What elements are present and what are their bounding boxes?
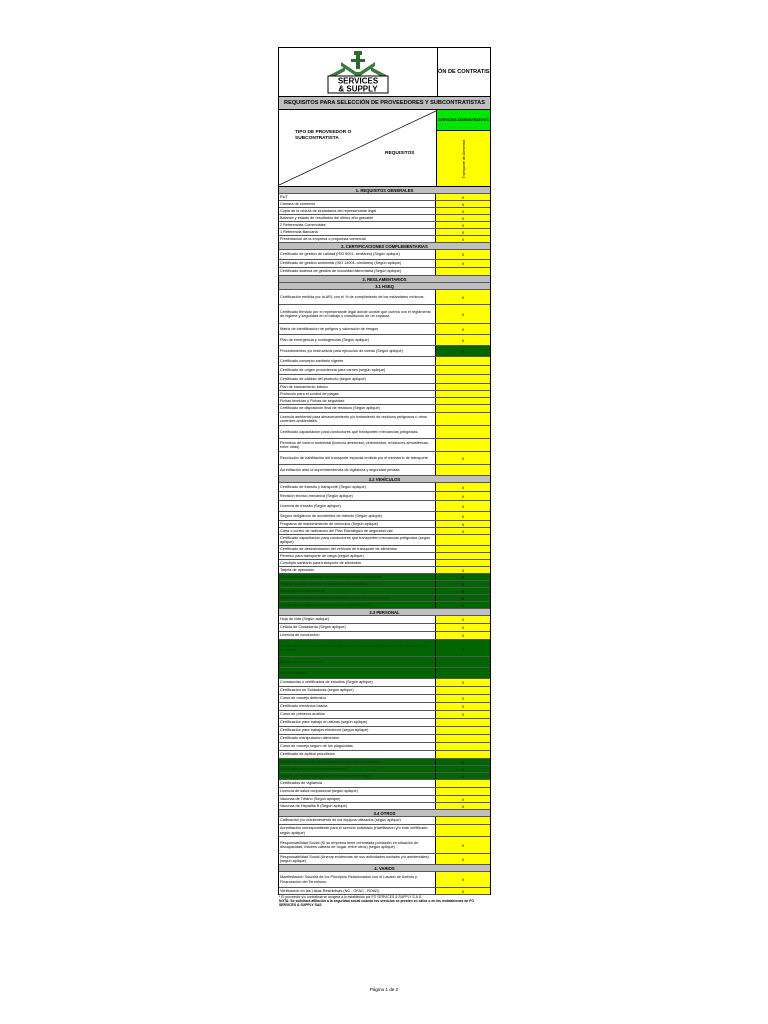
requirement-mark: X [436, 581, 490, 587]
requirement-label: Licencia de tránsito (Según aplique) [279, 501, 436, 511]
requirement-label: Permisos de control ambiental (licencia ambiental, vertimientos, emisiones atmosféricas, entre otras) [279, 439, 436, 451]
requirement-label: Responsabilidad Social (Si su empresa tiene contratada población en situación de discapacidad, madres cabeza de hogar, entre otros) (según aplique) [279, 837, 436, 853]
requirement-mark [436, 727, 490, 734]
requirement-label: Licencia de salud ocupacional (según aplique) [279, 788, 436, 795]
section-header-row [279, 609, 490, 616]
footer-note: * El proveedor y/o contratista se acogerá a lo establecido por FO SERVICES & SUPPLY S.A.S. [279, 895, 423, 899]
requirement-label: Balance y estado de resultados del último año gravable [279, 215, 436, 221]
requirement-label: Vacunas de Hepatitis B (Según aplique) [279, 803, 436, 809]
requirement-mark: X [436, 695, 490, 702]
requirement-mark: X [436, 632, 490, 639]
provider-type-label: TIPO DE PROVEEDOR O SUBCONTRATISTA [295, 130, 352, 141]
requirement-label: Soporte de pago de seguridad social (afiliación) riesgos [279, 773, 436, 779]
requirement-label: Acreditación ante la superintendencia de vigilancia y seguridad privada [279, 465, 436, 475]
requirement-row [279, 759, 490, 766]
requirement-mark [436, 375, 490, 383]
section-title: 3.4 OTROS [373, 810, 396, 816]
requirement-label: Certificación para trabajo en alturas (según aplique) [279, 719, 436, 726]
requirement-row [279, 452, 490, 465]
section-title: 2. CERTIFICACIONES COMPLEMENTARIAS [341, 243, 428, 249]
section-title: 3.3 PERSONAL [369, 609, 400, 615]
requirement-label: Certificado de gestión de calidad (ISO 9001- similares) (Según aplique) [279, 250, 436, 259]
requirement-row [279, 872, 490, 888]
sheet-title: REQUISITOS PARA SELECCIÓN DE PROVEEDORES Y SUBCONTRATISTAS [278, 97, 491, 110]
requirement-label: Certificado de disposición final de residuos (Según aplique) [279, 405, 436, 412]
requirement-label: Certificado de afiliación del vehículo a empresa de GPS [279, 602, 436, 608]
requirements-label: REQUISITOS [385, 151, 415, 156]
requirement-row [279, 574, 490, 581]
requirement-mark: X [436, 483, 490, 491]
requirement-row [279, 687, 490, 695]
requirement-label: Licencia de conducción [279, 632, 436, 639]
requirement-row [279, 405, 490, 413]
requirement-label: Resolución de habilitación del transporte especial emitida por el ministerio de transporte [279, 452, 436, 464]
requirement-label: Carta o correo de radicación del Plan Estratégico de seguridad vial [279, 528, 436, 534]
requirement-row [279, 703, 490, 711]
requirement-row [279, 567, 490, 574]
requirement-row [279, 695, 490, 703]
requirement-label: Presentación de la empresa o propuesta comercial [279, 236, 436, 242]
requirement-label: Certificado de gestión ambiental (ISO 14001- similares) (Según aplique) [279, 260, 436, 267]
requirement-label: Plan de emergencia y contingencias (Según aplique) [279, 335, 436, 345]
requirement-mark [436, 357, 490, 365]
requirement-label: Licencia ambiental para almacenamiento y/o tratamiento de residuos peligrosos u otros controles ambientales. [279, 413, 436, 425]
page-number: Página 1 de 2 [369, 987, 399, 992]
requirement-mark [436, 553, 490, 559]
requirement-label: Fichas técnicas y Fichas de seguridad [279, 398, 436, 404]
requirement-mark: X [436, 872, 490, 887]
requirement-mark [436, 439, 490, 451]
section-header-row [279, 243, 490, 250]
requirement-label: Programa de mantenimiento de vehículos (Según aplique) [279, 521, 436, 527]
requirement-row [279, 588, 490, 595]
requirement-row [279, 375, 490, 384]
section-title: 3.1 HSEQ [375, 283, 394, 289]
requirement-row [279, 324, 490, 335]
requirement-mark: X [436, 796, 490, 802]
requirement-row [279, 439, 490, 452]
requirement-row [279, 616, 490, 624]
diagonal-divider [279, 110, 436, 186]
requirement-label: Curso de manejo defensivo [279, 695, 436, 702]
requirement-mark: X [436, 711, 490, 718]
requirement-mark [436, 384, 490, 390]
requirement-label: Certificados de vigilancia [279, 780, 436, 787]
requirement-label: Certificación para trabajos eléctricos (según aplique) [279, 727, 436, 734]
requirement-mark: X [436, 346, 490, 356]
requirements-sheet [278, 47, 491, 907]
sheet-header [278, 47, 491, 97]
requirement-row [279, 236, 490, 243]
requirement-label: Verificación en las Listas Restrictivas (NC - OFAC - ROAD) [279, 888, 436, 894]
section-title: 1. REQUISITOS GENERALES [355, 187, 414, 193]
requirement-row [279, 208, 490, 215]
requirement-label: Cámara de comercio [279, 201, 436, 207]
requirement-label: Manejo de competencias [279, 657, 436, 667]
requirement-mark: X [436, 201, 490, 207]
requirement-mark: X [436, 567, 490, 573]
requirement-row [279, 492, 490, 501]
requirement-mark [436, 687, 490, 694]
requirement-mark: X [436, 229, 490, 235]
requirement-mark [436, 825, 490, 836]
requirement-mark: X [436, 528, 490, 534]
requirement-row [279, 595, 490, 602]
requirement-label: Certificación revisión bimestral preventiva vehículos a dos frentes [279, 595, 436, 601]
requirement-row [279, 727, 490, 735]
requirement-mark: X [436, 512, 490, 520]
requirement-mark: X [436, 335, 490, 345]
requirement-label: Certificado de cursos en trabajo seguro [279, 766, 436, 772]
section-header-row [279, 476, 490, 483]
requirement-mark: X [436, 215, 490, 221]
requirement-mark: X [436, 602, 490, 608]
requirement-label: Certificado manipulación alimentos [279, 735, 436, 742]
requirement-mark: X [436, 222, 490, 228]
requirement-row [279, 222, 490, 229]
requirement-row [279, 854, 490, 865]
footer-note-bold: NOTA: Se solicitará afiliación a la seguridad social cuando los servicios se presten en sitios o en las instalaciones de FO SERVICES & SUPPLY SAS [279, 899, 474, 907]
requirement-label: Cédula de Ciudadanía (Según aplique) [279, 624, 436, 631]
requirement-mark: X [436, 703, 490, 710]
requirement-label: Matriz de identificación de peligros y valoración de riesgos [279, 324, 436, 334]
requirement-row [279, 250, 490, 260]
requirement-row [279, 546, 490, 553]
section-title: 4. VARIOS [374, 865, 395, 871]
requirement-row [279, 290, 490, 305]
requirement-label: Permiso para transporte de carga (según aplique) [279, 553, 436, 559]
section-header-row [279, 810, 490, 817]
requirement-row [279, 803, 490, 810]
requirement-row [279, 679, 490, 687]
requirement-mark: X [436, 290, 490, 304]
requirement-row [279, 773, 490, 780]
requirement-row [279, 483, 490, 492]
requirement-row [279, 535, 490, 546]
requirement-row [279, 465, 490, 476]
requirement-mark: X [436, 250, 490, 259]
requirement-label: Certificado mecánica básica [279, 703, 436, 710]
requirement-mark: X [436, 236, 490, 242]
requirement-label: Certificado de manejo de sustancias peligrosas y químicas [279, 759, 436, 765]
requirement-mark [436, 735, 490, 742]
requirement-row [279, 888, 490, 895]
requirement-label: RUT [279, 194, 436, 200]
requirement-label: Certificado de tránsito y transporte (Según aplique) [279, 483, 436, 491]
requirement-row [279, 624, 490, 632]
requirement-mark: X [436, 888, 490, 894]
requirement-mark: X [436, 766, 490, 772]
requirement-mark [436, 751, 490, 758]
requirement-label: Certificado concepto sanitario vigente [279, 357, 436, 365]
requirement-label: Inspección preoperacional [279, 588, 436, 594]
section-header-row [279, 283, 490, 290]
requirement-label: Certificados de antecedentes Disciplinarios, de responsabilidad fiscal, de antecedentes judiciales [279, 640, 436, 656]
requirement-label: Póliza de responsabilidad civil contractual y extracontractual [279, 574, 436, 580]
requirement-mark [436, 657, 490, 667]
requirement-row [279, 521, 490, 528]
requirement-row [279, 780, 490, 788]
requirement-row [279, 751, 490, 759]
requirement-row [279, 194, 490, 201]
requirements-table [278, 187, 491, 895]
section-title: 3.2 VEHÍCULOS [368, 476, 401, 482]
requirement-label: Tarjeta de operación [279, 567, 436, 573]
requirement-label: Calibración y/o mantenimiento de los equipos utilizados (según aplique) [279, 817, 436, 824]
requirement-row [279, 335, 490, 346]
requirement-label: Vacunas de Tétano (Según aplique) [279, 796, 436, 802]
requirement-mark: X [436, 837, 490, 853]
requirement-mark [436, 546, 490, 552]
requirement-row [279, 788, 490, 796]
requirement-mark [436, 560, 490, 566]
requirement-row [279, 512, 490, 521]
requirement-label: Certificación emitida por la ARL con el % de cumplimiento de los estándares mínimos. [279, 290, 436, 304]
logo-line1: SERVICES [337, 76, 379, 86]
logo-icon [323, 50, 393, 94]
requirement-label: Curso de manejo seguro de los plaguicidas [279, 743, 436, 750]
requirement-row [279, 553, 490, 560]
requirement-mark [436, 719, 490, 726]
requirement-row [279, 413, 490, 426]
requirement-label: Certificado firmado por el representante legal donde conste que cuenta con el reglamento de higiene y seguridad en el trabajo y constitución de un copasst. [279, 305, 436, 323]
requirement-row [279, 766, 490, 773]
requirement-mark [436, 788, 490, 795]
requirement-row [279, 640, 490, 657]
requirement-mark [436, 366, 490, 374]
requirement-mark [436, 535, 490, 545]
requirement-row [279, 817, 490, 825]
requirement-row [279, 719, 490, 727]
requirement-row [279, 528, 490, 535]
requirement-row [279, 632, 490, 640]
requirement-row [279, 560, 490, 567]
company-logo [279, 48, 438, 96]
requirement-label: Manifestación Suscrita de los Principios Relacionados con el Lavado de Activos y Financiación del Terrorismo [279, 872, 436, 887]
requirement-mark [436, 398, 490, 404]
requirement-mark: X [436, 640, 490, 656]
requirement-label: Certificado sistema de gestión de inocuidad alimentaria (Según aplique) [279, 268, 436, 275]
requirement-mark: X [436, 574, 490, 580]
requirement-label: Responsabilidad Social (Anexar evidencias de sus actividades sociales y/o ambientales) (según aplique) [279, 854, 436, 864]
requirement-label: Hoja de vida (Según aplique) [279, 616, 436, 623]
requirement-mark [436, 405, 490, 412]
service-type-header: SERVICIOS ADMINISTRATIVOS [437, 110, 490, 131]
requirement-mark: X [436, 452, 490, 464]
requirement-mark: X [436, 588, 490, 594]
requirement-label: Certificado capacitación para conductores que transporten mercancías peligrosas (según aplique) [279, 535, 436, 545]
requirement-row [279, 837, 490, 854]
requirement-label: Revisión técnico mecánica (Según aplique) [279, 492, 436, 500]
requirement-row [279, 201, 490, 208]
requirement-label: 1 Referencia Bancaria [279, 229, 436, 235]
requirement-label: Hoja de vida del vehículo (mantenimientos anuales) [279, 581, 436, 587]
requirement-row [279, 305, 490, 324]
requirement-row [279, 602, 490, 609]
requirement-row [279, 501, 490, 512]
requirement-mark [436, 391, 490, 397]
requirement-label: 2 Referencias Comerciales [279, 222, 436, 228]
requirement-row [279, 268, 490, 276]
requirement-label: Acreditación correspondiente para el servicio solicitado (Habilitación y/o ente certificado según aplique) [279, 825, 436, 836]
requirement-mark [436, 426, 490, 438]
requirement-row [279, 391, 490, 398]
section-header-row [279, 865, 490, 872]
requirement-label: Concepto sanitario para transporte de alimentos [279, 560, 436, 566]
requirement-row [279, 581, 490, 588]
diagonal-header-cell [279, 110, 437, 186]
section-title: 3. REGLAMENTARIOS [362, 276, 407, 282]
requirement-mark: X [436, 305, 490, 323]
requirement-mark: X [436, 260, 490, 267]
section-header-row [279, 187, 490, 194]
requirement-row [279, 229, 490, 236]
requirement-row [279, 825, 490, 837]
requirement-label: Examen básico [279, 668, 436, 678]
requirement-row [279, 426, 490, 439]
section-header-row [279, 276, 490, 283]
requirement-row [279, 796, 490, 803]
requirement-mark: X [436, 492, 490, 500]
requirement-mark: X [436, 624, 490, 631]
requirement-mark: X [436, 679, 490, 686]
requirement-row [279, 743, 490, 751]
requirement-label: Certificado de calidad del producto (según aplique) [279, 375, 436, 383]
requirement-label: Plan de saneamiento básico [279, 384, 436, 390]
requirement-mark: X [436, 324, 490, 334]
requirement-label: Certificado de aptitud psicofísica [279, 751, 436, 758]
requirement-mark [436, 465, 490, 475]
document-code: ÓN DE CONTRATIS [438, 69, 490, 75]
requirement-row [279, 657, 490, 668]
requirement-label: Protocolo para el control de plagas [279, 391, 436, 397]
requirement-label: Constancias o certificados de estudios (Según aplique) [279, 679, 436, 686]
requirement-mark: X [436, 616, 490, 623]
requirement-mark: X [436, 208, 490, 214]
requirement-mark: X [436, 759, 490, 765]
requirement-row [279, 346, 490, 357]
requirement-mark [436, 743, 490, 750]
requirement-mark: X [436, 773, 490, 779]
service-subtype-label: Transporte de Alimentos [461, 139, 466, 178]
requirement-row [279, 260, 490, 268]
requirement-row [279, 357, 490, 366]
requirement-row [279, 735, 490, 743]
requirement-label: Curso de primeros auxilios [279, 711, 436, 718]
requirement-label: Seguro obligatorio de accidentes de tránsito (Según aplique) [279, 512, 436, 520]
requirement-mark [436, 268, 490, 275]
requirement-row [279, 384, 490, 391]
requirement-row [279, 711, 490, 719]
requirement-label: Copia de la cédula de ciudadanía del representante legal [279, 208, 436, 214]
logo-line2: & SUPPLY [338, 84, 378, 94]
service-column-header [437, 110, 490, 186]
requirement-mark: X [436, 501, 490, 511]
requirement-label: Certificado de desinsectación del vehículo de transporte de alimentos [279, 546, 436, 552]
requirement-label: Procedimientos y/o instructivos para ejecución de tareas (Según aplique) [279, 346, 436, 356]
requirement-row [279, 366, 490, 375]
requirement-row [279, 215, 490, 222]
requirement-mark [436, 817, 490, 824]
requirement-mark: X [436, 595, 490, 601]
diagonal-header [278, 110, 491, 187]
requirement-label: Certificado de origen procedencia para carnes (según aplique) [279, 366, 436, 374]
requirement-label: Certificado capacitación para conductores que transporten mercancías peligrosas. [279, 426, 436, 438]
service-subtype-cell [437, 131, 490, 186]
requirement-label: Certificación en Soldaduras (según aplique) [279, 687, 436, 694]
requirement-row [279, 398, 490, 405]
requirement-mark: X [436, 854, 490, 864]
requirement-mark [436, 413, 490, 425]
requirement-mark [436, 780, 490, 787]
requirement-row [279, 668, 490, 679]
requirement-mark: X [436, 803, 490, 809]
requirement-mark: X [436, 521, 490, 527]
requirement-mark [436, 668, 490, 678]
requirement-mark: X [436, 194, 490, 200]
